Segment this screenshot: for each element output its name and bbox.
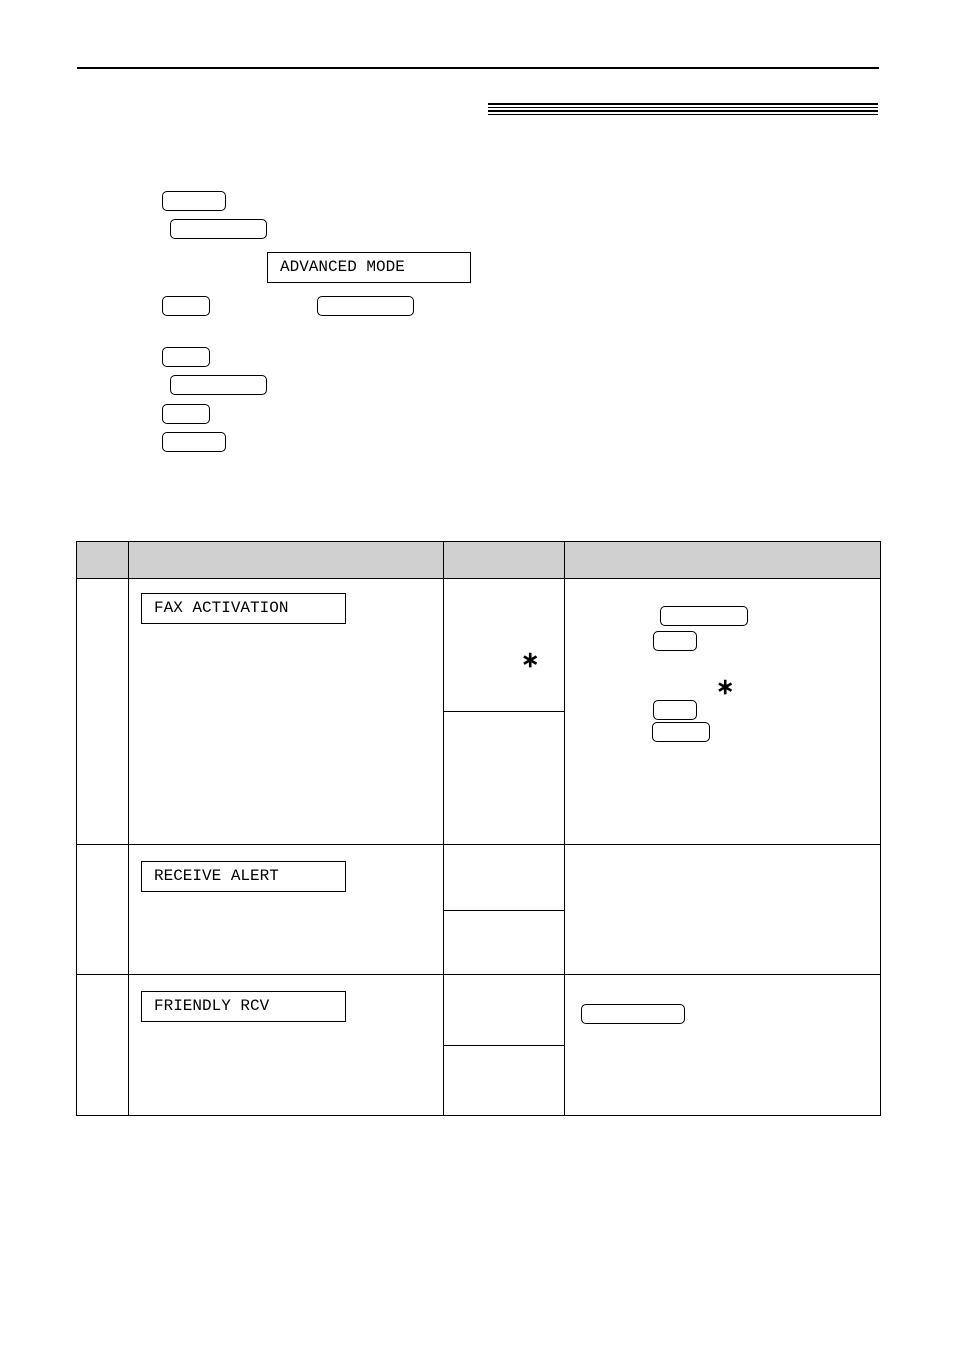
table-row [77,975,881,1116]
key-button-remark[interactable] [652,722,710,742]
key-button-step-3b[interactable] [317,296,414,316]
lcd-display-fax-activation: FAX ACTIVATION [141,593,346,624]
key-button-step-4[interactable] [162,347,210,367]
table-header-row [77,542,881,579]
table-row [77,845,881,975]
column-header-remarks [565,542,881,579]
feature-remarks-cell [565,975,881,1116]
key-button-remark[interactable] [660,606,748,626]
setting-divider [444,711,564,712]
feature-code-cell [77,975,129,1116]
key-button-remark[interactable] [653,631,697,651]
table-row [77,579,881,845]
feature-display-cell [129,975,444,1116]
header-rule [77,67,879,69]
lcd-display-receive-alert: RECEIVE ALERT [141,861,346,892]
key-button-step-3a[interactable] [162,296,210,316]
key-button-remark[interactable] [653,700,697,720]
lcd-display-advanced-mode: ADVANCED MODE [267,252,471,283]
feature-table [76,541,881,1116]
setting-divider [444,1045,564,1046]
feature-remarks-cell [565,579,881,845]
key-button-step-6[interactable] [162,404,210,424]
feature-code-cell [77,845,129,975]
feature-setting-cell [444,845,565,975]
feature-display-cell [129,579,444,845]
feature-display-cell [129,845,444,975]
key-button-step-2[interactable] [170,219,267,239]
feature-setting-cell [444,975,565,1116]
feature-code-cell [77,579,129,845]
column-header-feature [129,542,444,579]
lcd-display-friendly-rcv: FRIENDLY RCV [141,991,346,1022]
key-button-step-5[interactable] [170,375,267,395]
key-button-step-1[interactable] [162,191,226,211]
feature-setting-cell [444,579,565,845]
feature-remarks-cell [565,845,881,975]
setting-divider [444,910,564,911]
key-button-remark[interactable] [581,1004,685,1024]
asterisk-icon: ∗ [521,647,540,672]
column-header-code [77,542,129,579]
column-header-setting [444,542,565,579]
asterisk-icon: ∗ [716,674,735,699]
section-title-rule [488,103,878,115]
key-button-step-7[interactable] [162,432,226,452]
